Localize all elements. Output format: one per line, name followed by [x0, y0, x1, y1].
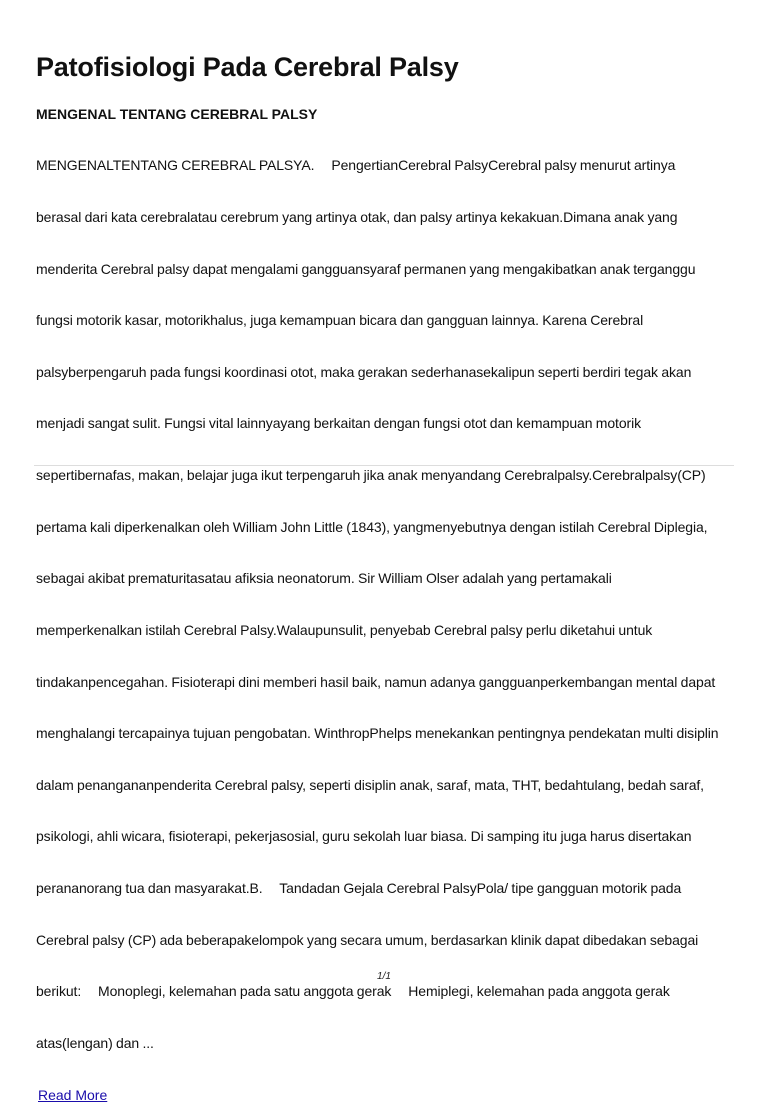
body-line: pertama kali diperkenalkan oleh William John Little (1843), yangmenyebutnya dengan istilah Cerebral Diplegia, — [36, 518, 708, 535]
body-line: Cerebral palsy (CP) ada beberapakelompok yang secara umum, berdasarkan klinik dapat dibedakan sebagai — [36, 931, 699, 948]
body-line: berasal dari kata cerebralatau cerebrum yang artinya otak, dan palsy artinya kekakuan.Dimana anak yang — [36, 209, 678, 226]
page-number: 1/1 — [377, 971, 391, 982]
page-title: Patofisiologi Pada Cerebral Palsy — [36, 52, 459, 82]
body-line: sebagai akibat prematuritasatau afiksia neonatorum. Sir William Olser adalah yang pertamakali — [36, 570, 612, 587]
body-line: MENGENALTENTANG CEREBRAL PALSYA. PengertianCerebral PalsyCerebral palsy menurut artinya — [36, 157, 676, 174]
body-line: memperkenalkan istilah Cerebral Palsy.Walaupunsulit, penyebab Cerebral palsy perlu diketahui untuk — [36, 621, 653, 638]
article-heading: MENGENAL TENTANG CEREBRAL PALSY — [36, 106, 318, 122]
body-line: berikut: Monoplegi, kelemahan pada satu anggota gerak Hemiplegi, kelemahan pada anggota gerak — [36, 983, 670, 1000]
body-line: psikologi, ahli wicara, fisioterapi, pekerjasosial, guru sekolah luar biasa. Di samping itu juga harus disertakan — [36, 828, 692, 845]
body-line: fungsi motorik kasar, motorikhalus, juga kemampuan bicara dan gangguan lainnya. Karena Cerebral — [36, 312, 644, 329]
article — [36, 106, 736, 1105]
body-line: sepertibernafas, makan, belajar juga ikut terpengaruh jika anak menyandang Cerebralpalsy.Cerebralpalsy(CP) — [36, 467, 706, 484]
body-line: atas(lengan) dan ... — [36, 1034, 154, 1051]
article-body — [36, 123, 736, 1086]
body-line: menjadi sangat sulit. Fungsi vital lainnyayang berkaitan dengan fungsi otot dan kemampuan motorik — [36, 415, 641, 432]
body-line: palsyberpengaruh pada fungsi koordinasi otot, maka gerakan sederhanasekalipun seperti berdiri tegak akan — [36, 363, 692, 380]
body-line: tindakanpencegahan. Fisioterapi dini memberi hasil baik, namun adanya gangguanperkembangan mental dapat — [36, 673, 716, 690]
body-line: perananorang tua dan masyarakat.B. Tandadan Gejala Cerebral PalsyPola/ tipe gangguan motorik pada — [36, 879, 682, 896]
read-more-link[interactable]: Read More — [38, 1087, 108, 1104]
body-line: menghalangi tercapainya tujuan pengobatan. WinthropPhelps menekankan pentingnya pendekatan multi disiplin — [36, 725, 719, 742]
body-line: menderita Cerebral palsy dapat mengalami gangguansyaraf permanen yang mengakibatkan anak terganggu — [36, 260, 696, 277]
divider — [34, 465, 734, 466]
body-line: dalam penangananpenderita Cerebral palsy, seperti disiplin anak, saraf, mata, THT, bedahtulang, bedah saraf, — [36, 776, 704, 793]
